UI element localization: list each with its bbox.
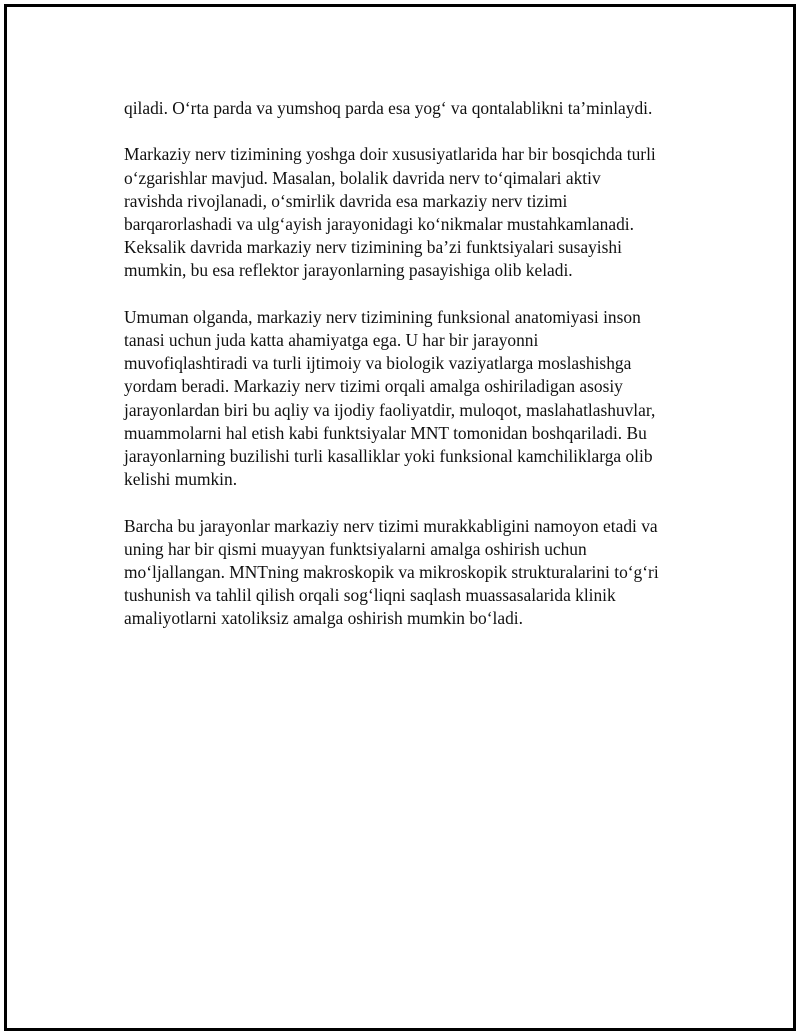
page-frame	[4, 4, 796, 1031]
text-line: Barcha bu jarayonlar markaziy nerv tizimi murakkabligini namoyon etadi va	[124, 515, 658, 536]
paragraph-3	[124, 306, 696, 492]
text-line: amaliyotlarni xatoliksiz amalga oshirish mumkin bo‘ladi.	[124, 608, 523, 629]
text-line: qiladi. O‘rta parda va yumshoq parda esa yog‘ va qontalablikni ta’minlaydi.	[124, 98, 653, 118]
text-line: o‘zgarishlar mavjud. Masalan, bolalik davrida nerv to‘qimalari aktiv	[124, 167, 601, 188]
text-line: tushunish va tahlil qilish orqali sog‘liqni saqlash muassasalarida klinik	[124, 585, 616, 606]
paragraph-2	[124, 143, 696, 282]
text-line: muvofiqlashtiradi va turli ijtimoiy va biologik vaziyatlarga moslashishga	[124, 353, 632, 374]
text-line: jarayonlardan biri bu aqliy va ijodiy faoliyatdir, muloqot, maslahatlashuvlar,	[124, 399, 656, 420]
text-line: uning har bir qismi muayyan funktsiyalarni amalga oshirish uchun	[124, 538, 587, 559]
text-line: barqarorlashadi va ulg‘ayish jarayonidagi ko‘nikmalar mustahkamlanadi.	[124, 214, 634, 234]
text-line: kelishi mumkin.	[124, 469, 238, 490]
text-line: muammolarni hal etish kabi funktsiyalar MNT tomonidan boshqariladi. Bu	[124, 422, 647, 443]
paragraph-4	[124, 515, 696, 631]
text-line: ravishda rivojlanadi, o‘smirlik davrida esa markaziy nerv tizimi	[124, 190, 568, 211]
text-line: Markaziy nerv tizimining yoshga doir xususiyatlarida har bir bosqichda turli	[124, 144, 656, 165]
text-line: tanasi uchun juda katta ahamiyatga ega. U har bir jarayonni	[124, 330, 539, 350]
page-body	[124, 97, 696, 654]
text-line: Umuman olganda, markaziy nerv tizimining funksional anatomiyasi inson	[124, 306, 641, 327]
text-line: Keksalik davrida markaziy nerv tizimining ba’zi funktsiyalari susayishi	[124, 237, 622, 258]
text-line: yordam beradi. Markaziy nerv tizimi orqali amalga oshiriladigan asosiy	[124, 376, 623, 397]
paragraph-1	[124, 97, 696, 120]
text-line: mumkin, bu esa reflektor jarayonlarning pasayishiga olib keladi.	[124, 260, 573, 281]
text-line: mo‘ljallangan. MNTning makroskopik va mikroskopik strukturalarini to‘g‘ri	[124, 562, 659, 583]
text-line: jarayonlarning buzilishi turli kasalliklar yoki funksional kamchiliklarga olib	[124, 446, 653, 467]
